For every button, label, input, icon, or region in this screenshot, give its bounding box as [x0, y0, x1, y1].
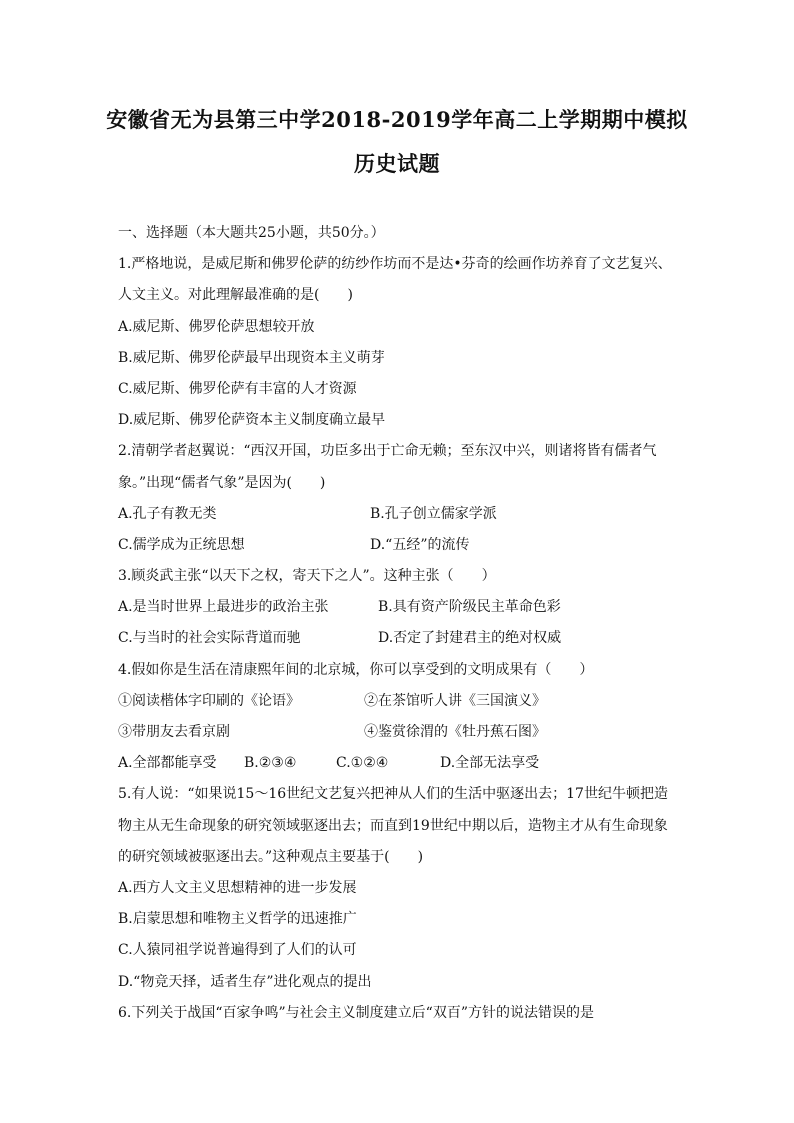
q5-stem-line1: 5.有人说：“如果说15～16世纪文艺复兴把神从人们的生活中驱逐出去；17世纪牛顿把造: [118, 786, 668, 803]
q2-options-row1: [118, 499, 688, 530]
q3-option-a: A.是当时世界上最进步的政治主张: [118, 599, 329, 616]
q2-options-row2: [118, 530, 688, 561]
q5-stem-line3: 的研究领域被驱逐出去。”这种观点主要基于( ): [118, 848, 424, 865]
page-subtitle: 历史试题: [354, 151, 440, 176]
q3-option-b: B.具有资产阶级民主革命色彩: [378, 599, 561, 616]
q5-option-b: B.启蒙思想和唯物主义哲学的迅速推广: [118, 911, 357, 928]
q4-options-row: [118, 748, 688, 779]
q5-option-c: C.人猿同祖学说普遍得到了人们的认可: [118, 942, 357, 959]
q1-stem-line1: 1.严格地说，是威尼斯和佛罗伦萨的纺纱作坊而不是达•芬奇的绘画作坊养育了文艺复兴、: [118, 256, 672, 273]
q4-item-1: ①阅读楷体字印刷的《论语》: [118, 692, 300, 709]
q4-option-c: C.①②④: [336, 755, 389, 772]
q4-items-row2: [118, 717, 688, 748]
q2-option-d: D.“五经”的流传: [370, 536, 470, 553]
q4-item-3: ③带朋友去看京剧: [118, 724, 230, 740]
q4-option-b: B.②③④: [244, 755, 297, 772]
q3-options-row2: [118, 623, 688, 654]
q1-option-a: A.威尼斯、佛罗伦萨思想较开放: [118, 318, 315, 335]
q1-stem-line2: 人文主义。对此理解最准确的是( ): [118, 287, 353, 304]
q4-item-2: ②在茶馆听人讲《三国演义》: [364, 692, 546, 709]
page-title: 安徽省无为县第三中学2018-2019学年高二上学期期中模拟: [106, 107, 688, 132]
q2-stem-line1: 2.清朝学者赵翼说：“西汉开国，功臣多出于亡命无赖；至东汉中兴，则诸将皆有儒者气: [118, 443, 657, 460]
q4-option-a: A.全部都能享受: [118, 755, 217, 772]
q4-option-d: D.全部无法享受: [440, 755, 540, 772]
question-body: [118, 218, 688, 1029]
q5-option-a: A.西方人文主义思想精神的进一步发展: [118, 879, 357, 896]
q3-option-c: C.与当时的社会实际背道而驰: [118, 630, 301, 647]
q5-stem-line2: 物主从无生命现象的研究领域驱逐出去；而直到19世纪中期以后，造物主才从有生命现象: [118, 817, 668, 834]
q6-stem: 6.下列关于战国“百家争鸣”与社会主义制度建立后“双百”方针的说法错误的是: [118, 1004, 594, 1021]
q2-option-b: B.孔子创立儒家学派: [370, 505, 497, 522]
q2-stem-line2: 象。”出现“儒者气象”是因为( ): [118, 474, 326, 491]
q2-option-c: C.儒学成为正统思想: [118, 536, 245, 553]
q4-stem: 4.假如你是生活在清康熙年间的北京城，你可以享受到的文明成果有（ ）: [118, 661, 594, 678]
q3-options-row1: [118, 592, 688, 623]
q4-items-row1: [118, 686, 688, 717]
q3-stem: 3.顾炎武主张“以天下之权，寄天下之人”。这种主张（ ）: [118, 568, 496, 585]
section-heading: 一、选择题（本大题共25小题，共50分。）: [118, 225, 385, 241]
q1-option-d: D.威尼斯、佛罗伦萨资本主义制度确立最早: [118, 412, 386, 429]
q1-option-c: C.威尼斯、佛罗伦萨有丰富的人才资源: [118, 380, 357, 397]
q4-item-4: ④鉴赏徐渭的《牡丹蕉石图》: [364, 724, 546, 740]
q2-option-a: A.孔子有教无类: [118, 505, 217, 522]
q1-option-b: B.威尼斯、佛罗伦萨最早出现资本主义萌芽: [118, 349, 385, 366]
q5-option-d: D.“物竞天择，适者生存”进化观点的提出: [118, 973, 372, 990]
q3-option-d: D.否定了封建君主的绝对权威: [378, 630, 562, 647]
